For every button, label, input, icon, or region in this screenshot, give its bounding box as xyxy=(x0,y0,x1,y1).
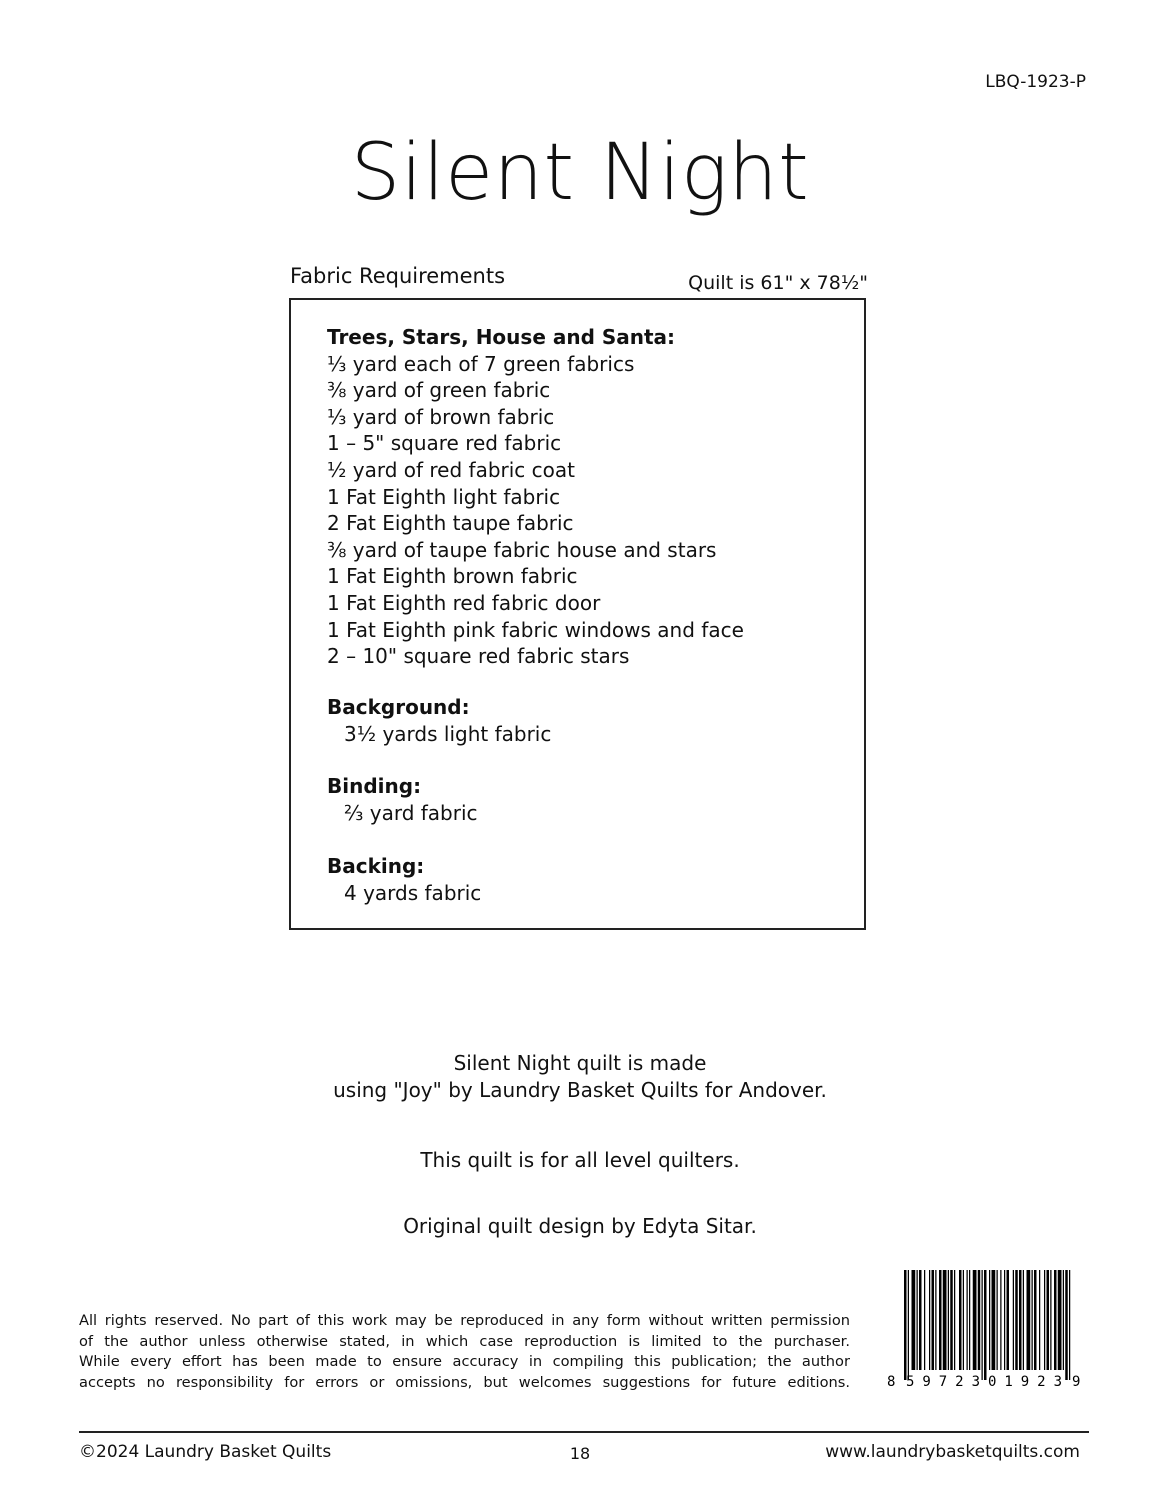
barcode-bar xyxy=(948,1270,949,1370)
note-line: Silent Night quilt is made xyxy=(453,1051,707,1075)
barcode-bar xyxy=(1050,1270,1051,1370)
fabric-requirements-label: Fabric Requirements xyxy=(290,264,506,288)
list-item: 1 Fat Eighth pink fabric windows and face xyxy=(327,617,744,642)
barcode-bar xyxy=(997,1270,998,1370)
page-number: 18 xyxy=(569,1444,591,1463)
barcode-bar xyxy=(967,1270,968,1370)
barcode-bar xyxy=(1004,1270,1005,1370)
skill-level-note: This quilt is for all level quilters. xyxy=(420,1148,740,1172)
barcode-bar xyxy=(1013,1270,1014,1370)
list-item: 2 Fat Eighth taupe fabric xyxy=(327,511,574,536)
barcode xyxy=(884,1268,1082,1390)
barcode-bar xyxy=(954,1270,955,1370)
barcode-bar xyxy=(917,1270,918,1370)
page-title: Silent Night xyxy=(350,128,810,218)
barcode-bar xyxy=(1007,1270,1010,1370)
barcode-bar xyxy=(982,1270,983,1380)
barcode-bar xyxy=(992,1270,996,1370)
barcode-bar xyxy=(939,1270,942,1370)
barcode-bar xyxy=(1065,1270,1068,1380)
barcode-bar xyxy=(924,1270,925,1370)
barcode-bar xyxy=(1034,1270,1037,1370)
legal-line: While every effort has been made to ensure accuracy in compiling this publication; the author xyxy=(79,1353,850,1371)
barcode-bar xyxy=(919,1270,922,1370)
barcode-bar xyxy=(1015,1270,1018,1370)
note-line: using "Joy" by Laundry Basket Quilts for Andover. xyxy=(333,1078,827,1102)
list-item: ⅜ yard of taupe fabric house and stars xyxy=(327,537,717,562)
barcode-bar xyxy=(1023,1270,1024,1370)
barcode-bar xyxy=(1000,1270,1001,1370)
barcode-digits-left: 59723 xyxy=(906,1374,980,1390)
copyright: ©2024 Laundry Basket Quilts xyxy=(79,1442,332,1462)
pattern-code: LBQ-1923-P xyxy=(985,72,1086,92)
barcode-bars xyxy=(904,1270,1070,1380)
barcode-digit-last: 9 xyxy=(1072,1374,1081,1390)
barcode-bar xyxy=(1058,1270,1062,1370)
list-item: 1 – 5" square red fabric xyxy=(327,431,562,456)
designer-credit: Original quilt design by Edyta Sitar. xyxy=(403,1214,757,1238)
legal-notice xyxy=(79,1311,850,1393)
barcode-bar xyxy=(963,1270,964,1370)
section-heading: Background: xyxy=(327,695,470,719)
barcode-bar xyxy=(904,1270,907,1380)
list-item: ½ yard of red fabric coat xyxy=(327,457,575,482)
footer-divider xyxy=(79,1431,1089,1433)
section-heading: Binding: xyxy=(327,774,422,798)
barcode-bar xyxy=(1063,1270,1064,1370)
barcode-bar xyxy=(989,1270,990,1370)
list-item: 3½ yards light fabric xyxy=(344,721,552,746)
barcode-bar xyxy=(935,1270,936,1370)
barcode-bar xyxy=(978,1270,981,1370)
list-item: ⅜ yard of green fabric xyxy=(327,378,551,403)
section-heading: Trees, Stars, House and Santa: xyxy=(327,325,676,349)
barcode-digit-first: 8 xyxy=(887,1374,896,1390)
quilt-size: Quilt is 61" x 78½" xyxy=(688,272,868,294)
barcode-bar xyxy=(1039,1270,1040,1370)
legal-line: All rights reserved. No part of this work may be reproduced in any form without written permission xyxy=(79,1312,850,1329)
legal-line: of the author unless otherwise stated, in which case reproduction is limited to the purchaser. xyxy=(79,1332,850,1350)
list-item: 1 Fat Eighth light fabric xyxy=(327,484,561,509)
list-item: ⅔ yard fabric xyxy=(344,800,478,825)
barcode-bar xyxy=(908,1270,909,1380)
section-backing xyxy=(327,853,481,906)
barcode-bar xyxy=(1047,1270,1050,1370)
barcode-bar xyxy=(932,1270,935,1370)
list-item: 2 – 10" square red fabric stars xyxy=(327,644,630,669)
section-background xyxy=(327,694,551,747)
list-item: ⅓ yard each of 7 green fabrics xyxy=(327,351,635,376)
barcode-bar xyxy=(959,1270,962,1370)
section-binding xyxy=(327,773,478,826)
barcode-bar xyxy=(973,1270,977,1370)
barcode-bar xyxy=(1054,1270,1057,1370)
fabric-requirements-box xyxy=(289,298,866,930)
list-item: ⅓ yard of brown fabric xyxy=(327,404,555,429)
barcode-bar xyxy=(950,1270,953,1370)
barcode-bar xyxy=(1032,1270,1033,1370)
barcode-bar xyxy=(1069,1270,1070,1380)
section-heading: Backing: xyxy=(327,854,425,878)
fabric-line-note xyxy=(0,1050,1160,1104)
barcode-bar xyxy=(1027,1270,1031,1370)
barcode-bar xyxy=(984,1270,987,1380)
section-trees xyxy=(327,324,744,670)
barcode-bar xyxy=(969,1270,970,1370)
barcode-bar xyxy=(943,1270,947,1370)
barcode-bar xyxy=(1019,1270,1022,1370)
barcode-bar xyxy=(1044,1270,1045,1370)
barcode-bar xyxy=(912,1270,916,1370)
website-link[interactable]: www.laundrybasketquilts.com xyxy=(825,1442,1080,1462)
list-item: 1 Fat Eighth red fabric door xyxy=(327,590,601,615)
list-item: 4 yards fabric xyxy=(344,880,482,905)
barcode-bar xyxy=(929,1270,930,1370)
legal-line: accepts no responsibility for errors or omissions, but welcomes suggestions for future editions. xyxy=(79,1373,850,1391)
list-item: 1 Fat Eighth brown fabric xyxy=(327,564,578,589)
barcode-digits-right: 01923 xyxy=(988,1374,1062,1390)
